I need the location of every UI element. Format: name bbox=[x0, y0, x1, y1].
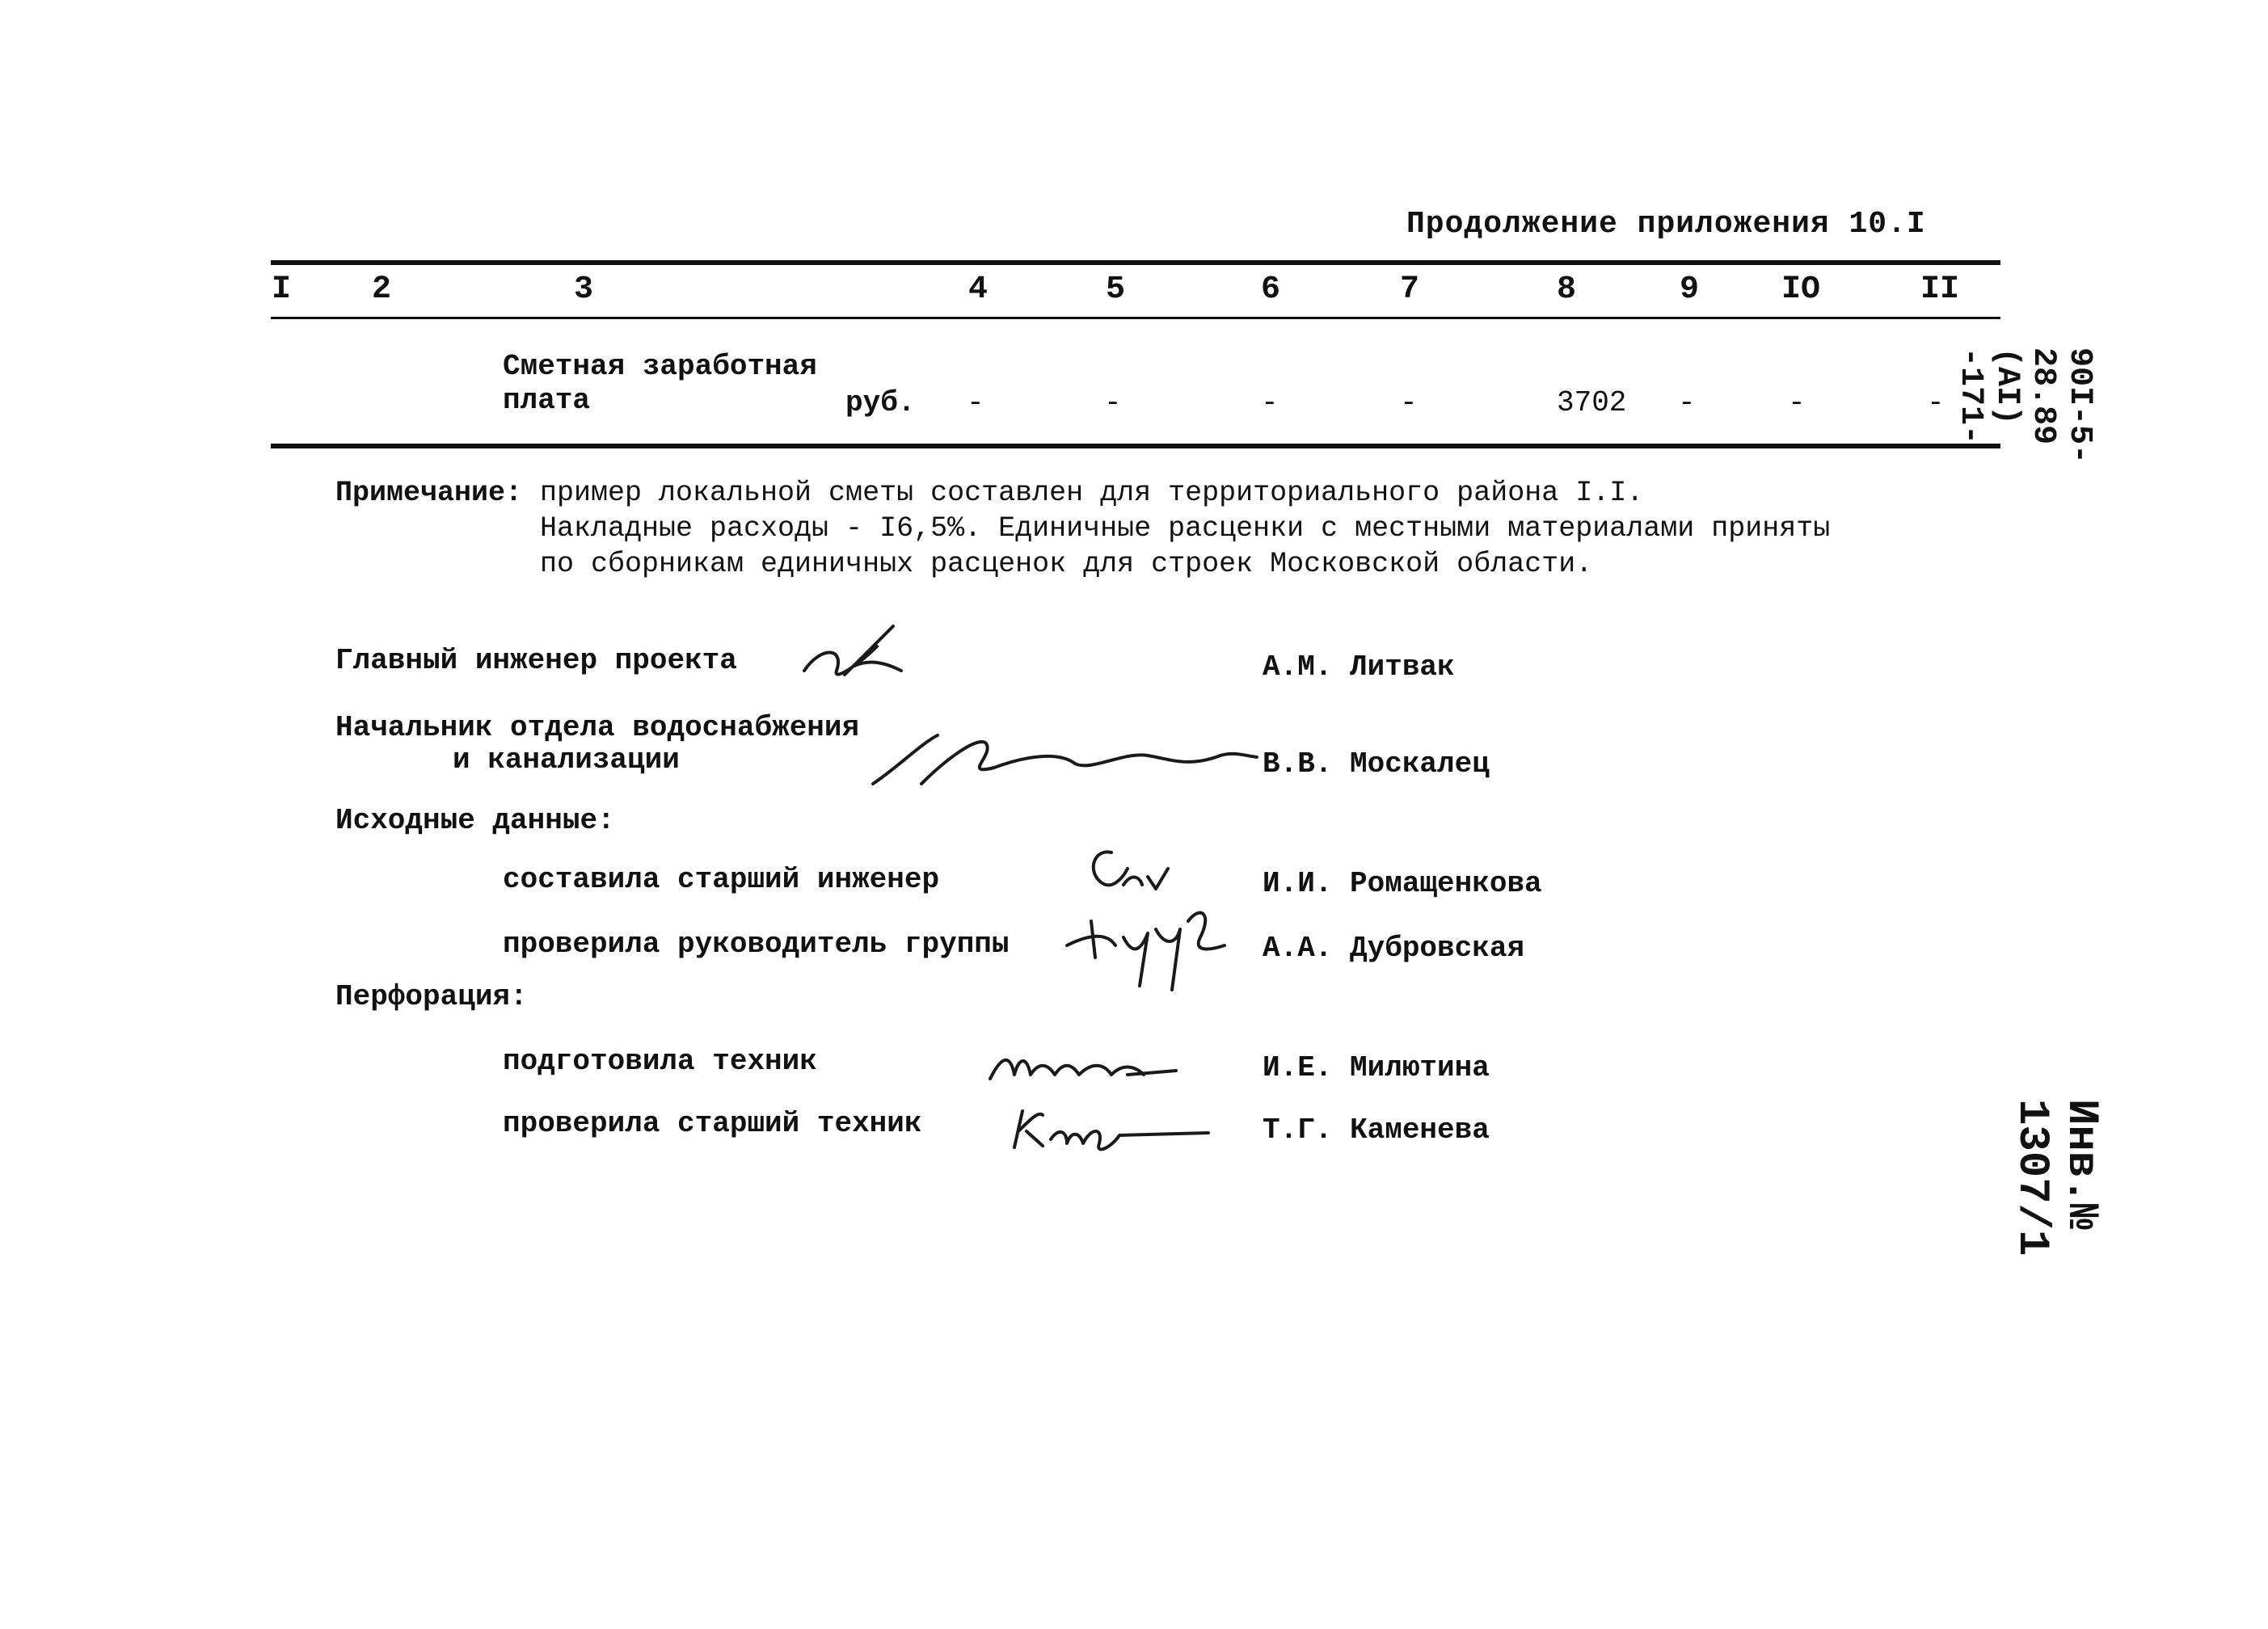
row-name-line2: плата bbox=[503, 384, 591, 417]
table-header-rule bbox=[271, 317, 2000, 319]
perforation-checked-signature bbox=[1006, 1099, 1216, 1160]
col-header-11: II bbox=[1920, 272, 1960, 308]
dept-head-role-line1: Начальник отдела водоснабжения bbox=[335, 711, 860, 744]
col-header-6: 6 bbox=[1260, 272, 1281, 308]
col-header-3: 3 bbox=[573, 272, 594, 308]
source-data-title: Исходные данные: bbox=[335, 804, 615, 837]
chief-engineer-signature bbox=[796, 614, 909, 695]
row-col9: - bbox=[1678, 386, 1696, 419]
chief-engineer-name: А.М. Литвак bbox=[1263, 650, 1455, 684]
col-header-1: I bbox=[271, 272, 292, 308]
dept-head-name: В.В. Москалец bbox=[1263, 747, 1490, 781]
col-header-4: 4 bbox=[967, 272, 989, 308]
compiled-role: составила старший инженер bbox=[503, 863, 940, 896]
appendix-continuation-title: Продолжение приложения 10.I bbox=[1406, 207, 1926, 242]
prepared-role: подготовила техник bbox=[503, 1045, 817, 1078]
row-col10: - bbox=[1788, 386, 1806, 419]
note-line-2: Накладные расходы - I6,5%. Единичные расценки с местными материалами приняты bbox=[540, 512, 1831, 545]
row-col7: - bbox=[1400, 386, 1418, 419]
col-header-2: 2 bbox=[371, 272, 392, 308]
note-line-1: пример локальной сметы составлен для территориального района I.I. bbox=[540, 477, 1644, 509]
col-header-5: 5 bbox=[1105, 272, 1126, 308]
note-label: Примечание: bbox=[335, 477, 523, 509]
compiled-signature bbox=[1079, 840, 1184, 905]
table-bottom-rule bbox=[271, 444, 2000, 448]
prepared-name: И.Е. Милютина bbox=[1263, 1051, 1490, 1084]
col-header-10: IO bbox=[1781, 272, 1821, 308]
margin-inventory-number: Инв.№ 1307/1 bbox=[2007, 1099, 2106, 1256]
col-header-7: 7 bbox=[1399, 272, 1420, 308]
table-top-rule bbox=[271, 260, 2000, 265]
row-unit: руб. bbox=[845, 386, 916, 419]
note-line-3: по сборникам единичных расценок для строек Московской области. bbox=[540, 548, 1593, 580]
row-col5: - bbox=[1104, 386, 1122, 419]
perforation-checked-name: Т.Г. Каменева bbox=[1263, 1113, 1490, 1147]
margin-document-code: 90I-5-28.89 (AI) -171- bbox=[1952, 347, 2097, 465]
perforation-checked-role: проверила старший техник bbox=[503, 1107, 922, 1140]
row-col11: - bbox=[1927, 386, 1945, 419]
row-col4: - bbox=[967, 386, 984, 419]
prepared-signature bbox=[982, 1038, 1184, 1095]
row-col6: - bbox=[1261, 386, 1279, 419]
col-header-8: 8 bbox=[1556, 272, 1577, 308]
dept-head-signature bbox=[865, 719, 1261, 800]
checked-signature bbox=[1059, 897, 1229, 994]
compiled-name: И.И. Ромащенкова bbox=[1263, 867, 1542, 900]
checked-role: проверила руководитель группы bbox=[503, 928, 1010, 961]
row-name-line1: Сметная заработная bbox=[503, 350, 817, 383]
row-col8: 3702 bbox=[1557, 386, 1627, 419]
checked-name: А.А. Дубровская bbox=[1263, 932, 1525, 965]
col-header-9: 9 bbox=[1679, 272, 1700, 308]
dept-head-role-line2: и канализации bbox=[453, 743, 680, 777]
perforation-title: Перфорация: bbox=[335, 980, 528, 1013]
chief-engineer-role: Главный инженер проекта bbox=[335, 644, 737, 677]
